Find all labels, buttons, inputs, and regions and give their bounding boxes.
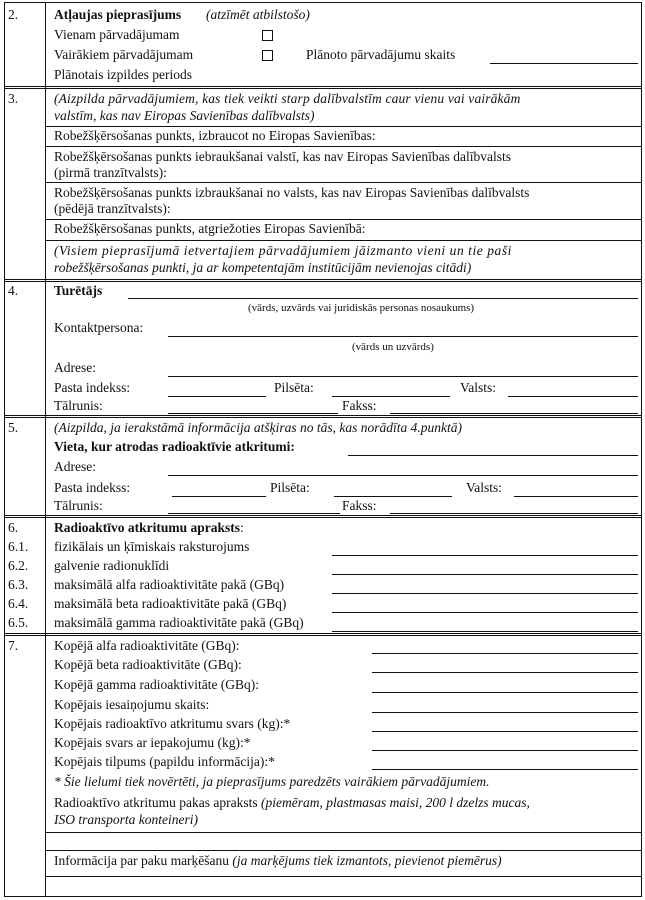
- section-3-row-line: [45, 240, 641, 241]
- contact-person-caption: (vārds un uzvārds): [352, 341, 434, 353]
- total-beta-label: Kopējā beta radioaktivitāte (GBq):: [54, 657, 242, 672]
- exit-transit-crossing-label: Robežšķērsošanas punkts izbraukšanai no valsts, kas nav Eiropas Savienības dalībvalsts: [54, 185, 530, 200]
- item-6-2-label: galvenie radionuklīdi: [54, 558, 170, 573]
- location-postal-field[interactable]: [172, 496, 266, 497]
- form-left-border: [4, 2, 5, 897]
- item-6-4-field[interactable]: [332, 612, 638, 613]
- package-marking-field[interactable]: [45, 876, 641, 877]
- section-6-number: 6.: [8, 520, 19, 535]
- total-volume-label: Kopējais tilpums (papildu informācija):*: [54, 754, 275, 769]
- package-marking-line: [54, 853, 502, 869]
- total-package-count-field[interactable]: [372, 712, 638, 713]
- waste-description-title-text: Radioaktīvo atkritumu apraksts: [54, 520, 241, 535]
- holder-name-field[interactable]: [128, 298, 638, 299]
- holder-title: Turētājs: [54, 283, 103, 298]
- contact-person-field[interactable]: [168, 336, 638, 337]
- section-3-row-line: [45, 126, 641, 127]
- location-phone-field[interactable]: [168, 513, 340, 514]
- waste-description-title: [54, 520, 244, 536]
- section-3-divider: [4, 279, 641, 282]
- form-top-border: [4, 2, 641, 3]
- total-beta-field[interactable]: [372, 672, 638, 673]
- section-5-number: 5.: [8, 420, 19, 435]
- section-3-footer-line2: robežšķērsošanas punkti, ja ar kompetentajām institūcijām nevienojas citādi): [54, 260, 472, 275]
- holder-country-field[interactable]: [508, 396, 638, 397]
- total-alpha-field[interactable]: [372, 653, 638, 654]
- section-3-number: 3.: [8, 91, 19, 106]
- section-2-number: 2.: [8, 7, 19, 22]
- location-address-field[interactable]: [168, 475, 638, 476]
- location-city-field[interactable]: [334, 496, 452, 497]
- item-6-3-number: 6.3.: [8, 577, 29, 592]
- holder-address-label: Adrese:: [54, 360, 96, 375]
- item-6-1-field[interactable]: [332, 555, 638, 556]
- total-package-count-label: Kopējais iesaiņojumu skaits:: [54, 697, 210, 712]
- holder-name-caption: (vārds, uzvārds vai juridiskās personas nosaukums): [248, 302, 475, 314]
- single-transport-label: Vienam pārvadājumam: [54, 27, 180, 42]
- entry-transit-crossing-note: (pirmā tranzītvalsts):: [54, 165, 167, 180]
- waste-location-title: Vieta, kur atrodas radioaktīvie atkritumi:: [54, 439, 295, 454]
- section-3-row-line: [45, 219, 641, 220]
- holder-city-label: Pilsēta:: [274, 380, 314, 395]
- section-6-divider: [4, 633, 641, 636]
- item-6-5-label: maksimālā gamma radioaktivitāte pakā (GBq): [54, 615, 304, 630]
- section-3-row-line: [45, 146, 641, 147]
- waste-location-field[interactable]: [348, 455, 638, 456]
- total-gamma-field[interactable]: [372, 692, 638, 693]
- section-3-note-line1: (Aizpilda pārvadājumiem, kas tiek veikti starp dalībvalstīm caur vienu vai vairākām: [54, 91, 521, 106]
- holder-fax-label: Fakss:: [342, 398, 377, 413]
- entry-transit-crossing-label: Robežšķērsošanas punkts iebraukšanai valstī, kas nav Eiropas Savienības dalībvalsts: [54, 149, 512, 164]
- section-3-note-line2: valstīm, kas nav Eiropas Savienības dalībvalsts): [54, 108, 315, 123]
- form-bottom-border: [4, 896, 641, 897]
- package-marking-label: Informācija par paku marķēšanu: [54, 853, 230, 868]
- planned-count-label: Plānoto pārvadājumu skaits: [306, 47, 456, 62]
- single-transport-checkbox[interactable]: [262, 30, 273, 41]
- estimate-footnote: * Šie lielumi tiek novērtēti, ja pieprasījums paredzēts vairākiem pārvadājumiem.: [54, 774, 490, 789]
- holder-city-field[interactable]: [332, 396, 450, 397]
- holder-postal-label: Pasta indekss:: [54, 380, 131, 395]
- location-postal-label: Pasta indekss:: [54, 480, 131, 495]
- waste-description-title-colon: :: [240, 520, 244, 535]
- total-waste-weight-label: Kopējais radioaktīvo atkritumu svars (kg):*: [54, 716, 291, 731]
- total-waste-weight-field[interactable]: [372, 731, 638, 732]
- section-5-divider: [4, 515, 641, 518]
- planned-period-label: Plānotais izpildes periods: [54, 67, 192, 82]
- item-6-4-label: maksimālā beta radioaktivitāte pakā (GBq): [54, 596, 287, 611]
- location-fax-label: Fakss:: [342, 498, 377, 513]
- item-6-3-label: maksimālā alfa radioaktivitāte pakā (GBq): [54, 577, 285, 592]
- item-6-2-number: 6.2.: [8, 558, 29, 573]
- multiple-transport-label: Vairākiem pārvadājumam: [54, 47, 194, 62]
- multiple-transport-checkbox[interactable]: [262, 50, 273, 61]
- section-5-note: (Aizpilda, ja ierakstāmā informācija atšķiras no tās, kas norādīta 4.punktā): [54, 420, 462, 435]
- holder-phone-label: Tālrunis:: [54, 398, 103, 413]
- section-7-number: 7.: [8, 638, 19, 653]
- exit-eu-crossing-label: Robežšķērsošanas punkts, izbraucot no Eiropas Savienības:: [54, 128, 376, 143]
- section-3-row-line: [45, 182, 641, 183]
- location-country-label: Valsts:: [466, 480, 503, 495]
- return-eu-crossing-label: Robežšķērsošanas punkts, atgriežoties Eiropas Savienībā:: [54, 221, 366, 236]
- package-description-field[interactable]: [45, 832, 641, 833]
- package-description-line2: ISO transporta konteineri): [54, 812, 198, 827]
- total-gross-weight-label: Kopējais svars ar iepakojumu (kg):*: [54, 735, 251, 750]
- holder-address-field[interactable]: [168, 376, 638, 377]
- holder-country-label: Valsts:: [460, 380, 497, 395]
- location-country-field[interactable]: [514, 496, 638, 497]
- total-alpha-label: Kopējā alfa radioaktivitāte (GBq):: [54, 638, 240, 653]
- holder-fax-field[interactable]: [390, 413, 638, 414]
- item-6-3-field[interactable]: [332, 593, 638, 594]
- section-2-title: Atļaujas pieprasījums: [54, 7, 182, 22]
- package-description-label: Radioaktīvo atkritumu pakas apraksts: [54, 795, 258, 810]
- package-description-field-extra[interactable]: [45, 850, 641, 851]
- item-6-2-field[interactable]: [332, 574, 638, 575]
- section-3-footer-line1: (Visiem pieprasījumā ietvertajiem pārvadājumiem jāizmanto vieni un tie paši: [54, 243, 512, 258]
- section-4-number: 4.: [8, 283, 19, 298]
- holder-postal-field[interactable]: [168, 396, 266, 397]
- item-6-5-field[interactable]: [332, 631, 638, 632]
- package-description-example: (piemēram, plastmasas maisi, 200 l dzelzs mucas,: [260, 795, 530, 810]
- total-gross-weight-field[interactable]: [372, 750, 638, 751]
- location-phone-label: Tālrunis:: [54, 498, 103, 513]
- location-fax-field[interactable]: [390, 513, 638, 514]
- form-right-border: [641, 2, 642, 897]
- total-gamma-label: Kopējā gamma radioaktivitāte (GBq):: [54, 677, 260, 692]
- package-description-line1: [54, 795, 530, 811]
- total-volume-field[interactable]: [372, 769, 638, 770]
- exit-transit-crossing-note: (pēdējā tranzītvalsts):: [54, 201, 171, 216]
- location-city-label: Pilsēta:: [270, 480, 310, 495]
- form-number-column-border: [45, 2, 46, 897]
- planned-count-field[interactable]: [490, 63, 638, 64]
- item-6-5-number: 6.5.: [8, 615, 29, 630]
- item-6-1-number: 6.1.: [8, 539, 29, 554]
- package-marking-note: (ja marķējums tiek izmantots, pievienot piemērus): [232, 853, 502, 868]
- section-2-divider: [4, 86, 641, 89]
- contact-person-label: Kontaktpersona:: [54, 320, 144, 335]
- location-address-label: Adrese:: [54, 459, 96, 474]
- holder-phone-field[interactable]: [168, 413, 338, 414]
- item-6-4-number: 6.4.: [8, 596, 29, 611]
- section-4-divider: [4, 415, 641, 418]
- item-6-1-label: fizikālais un ķīmiskais raksturojums: [54, 539, 250, 554]
- section-2-title-note: (atzīmēt atbilstošo): [206, 7, 310, 22]
